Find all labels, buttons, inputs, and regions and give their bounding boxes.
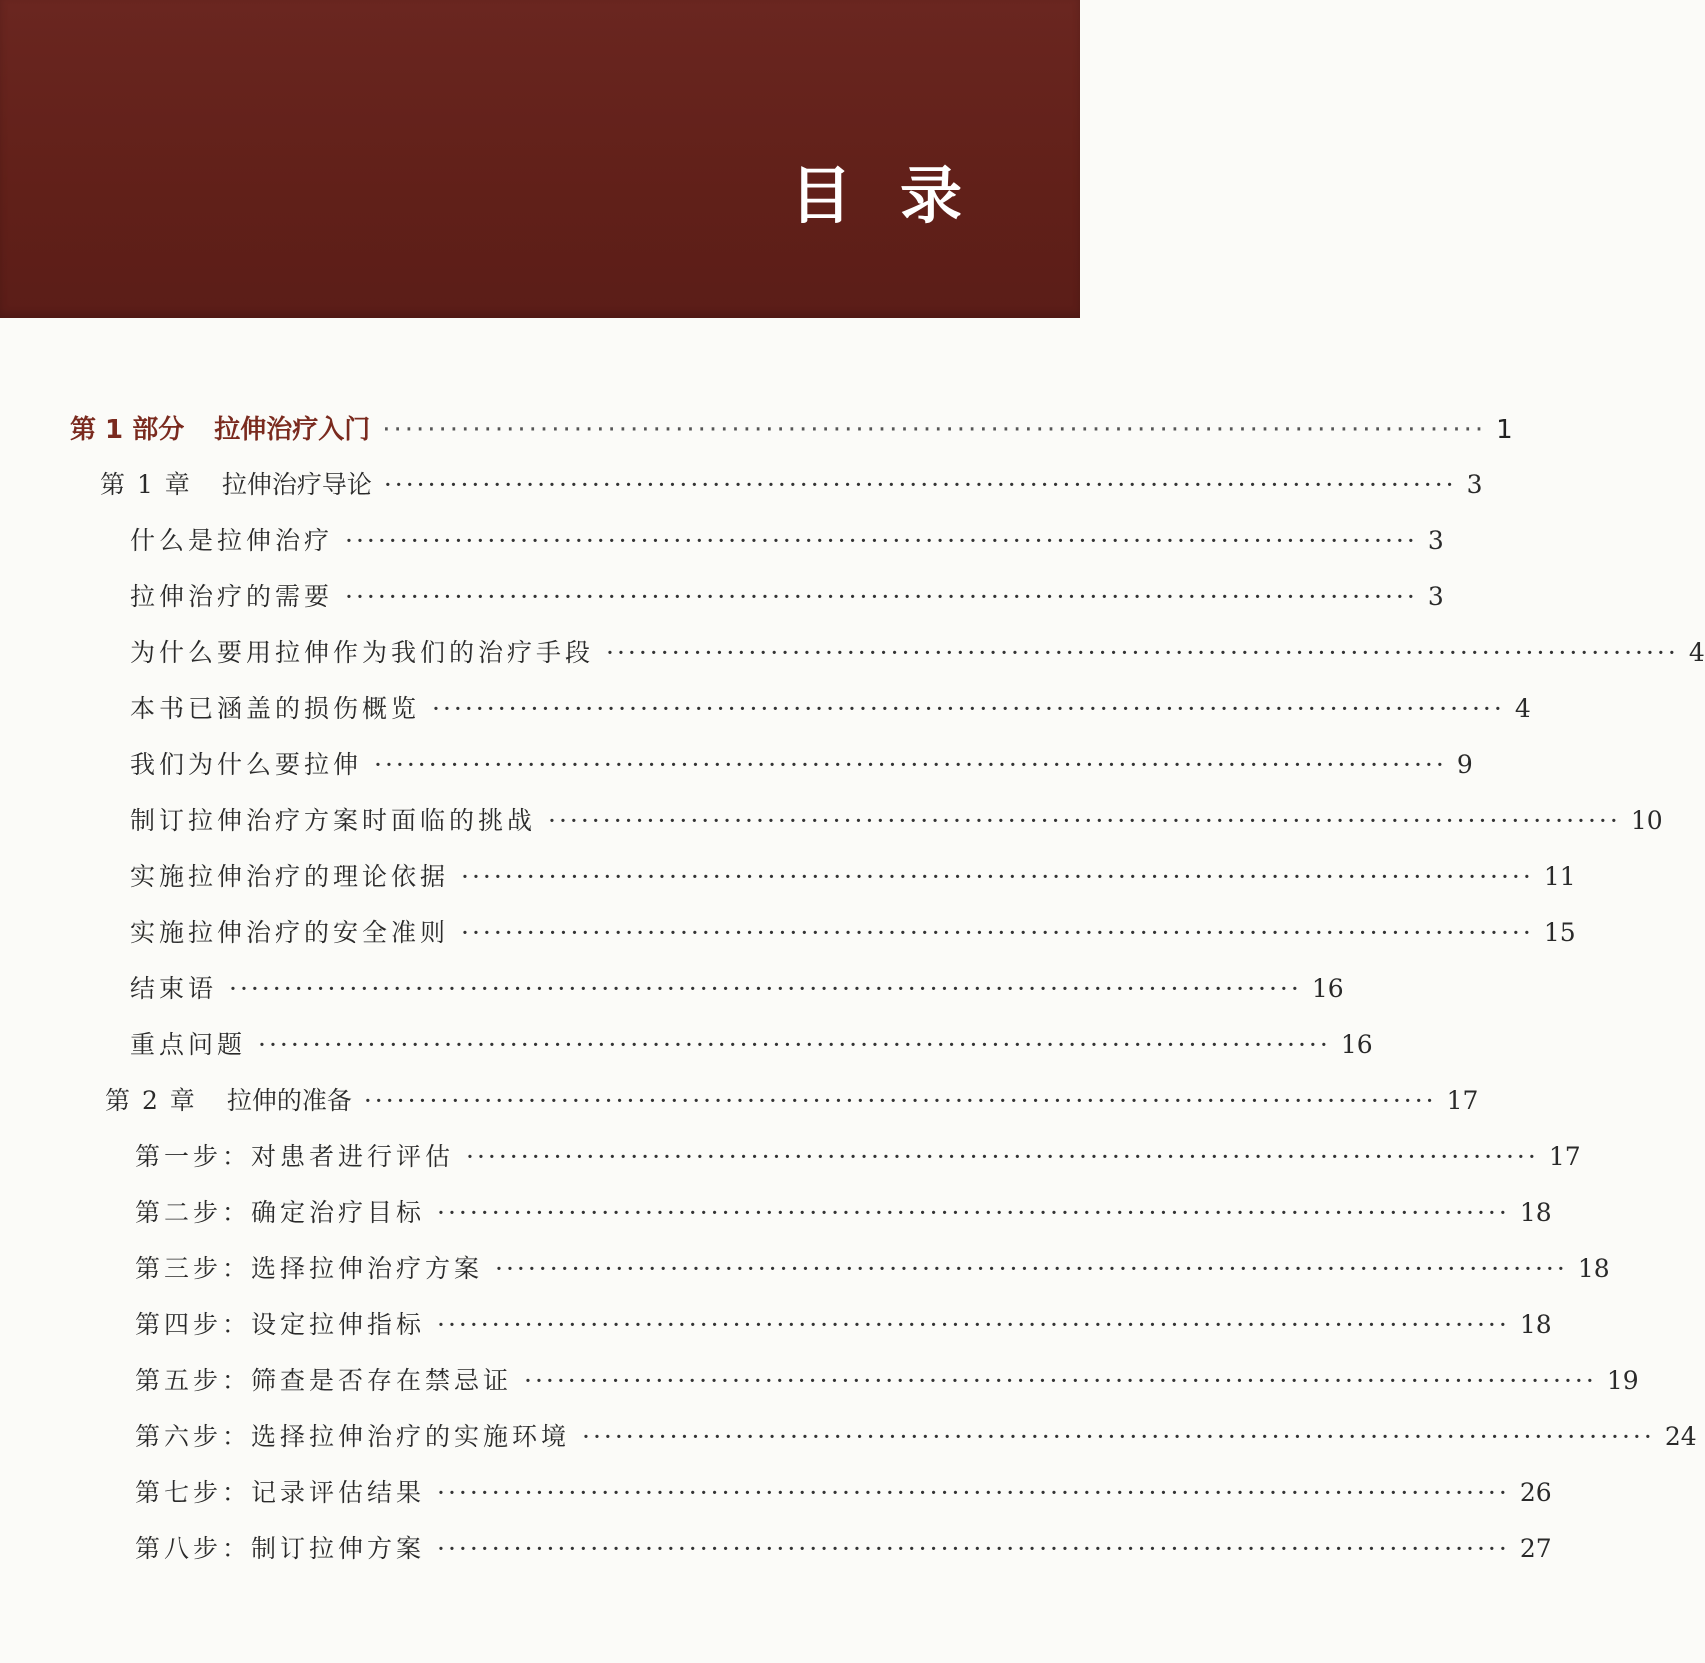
toc-section-title: 重点问题 bbox=[130, 1030, 247, 1059]
dot-leader: ·································································································· bbox=[437, 1534, 1510, 1563]
toc-section-row[interactable] bbox=[130, 913, 1576, 953]
toc-chapter-number: 第 1 章 bbox=[100, 470, 192, 499]
dot-leader: ·································································································· bbox=[432, 694, 1505, 723]
toc-chapter-row[interactable] bbox=[100, 465, 1483, 505]
toc-page-number: 17 bbox=[1548, 1142, 1581, 1171]
toc-section-row[interactable] bbox=[135, 1305, 1552, 1345]
toc-page-number: 3 bbox=[1427, 526, 1444, 555]
toc-page-number: 27 bbox=[1519, 1534, 1552, 1563]
toc-chapter-row[interactable] bbox=[105, 1081, 1479, 1121]
toc-section-title: 本书已涵盖的损伤概览 bbox=[130, 694, 421, 723]
toc-section-row[interactable] bbox=[135, 1529, 1552, 1569]
toc-section-row[interactable] bbox=[130, 745, 1473, 785]
toc-section-title: 第二步：确定治疗目标 bbox=[135, 1198, 426, 1227]
toc-section-row[interactable] bbox=[135, 1193, 1552, 1233]
toc-page-number: 11 bbox=[1543, 862, 1576, 891]
toc-page-number: 9 bbox=[1456, 750, 1473, 779]
toc-section-title: 第七步：记录评估结果 bbox=[135, 1478, 426, 1507]
dot-leader: ·································································································· bbox=[345, 526, 1418, 555]
header-band bbox=[0, 0, 1080, 318]
toc-page-number: 15 bbox=[1543, 918, 1576, 947]
toc-section-title: 为什么要用拉伸作为我们的治疗手段 bbox=[130, 638, 595, 667]
dot-leader: ·································································································· bbox=[466, 1142, 1539, 1171]
page-title: 目录 bbox=[789, 159, 1010, 232]
dot-leader: ·································································································· bbox=[461, 918, 1534, 947]
dot-leader: ·································································································· bbox=[374, 750, 1447, 779]
toc-page-number: 3 bbox=[1466, 470, 1483, 499]
toc-section-row[interactable] bbox=[135, 1249, 1610, 1289]
toc-page-number: 18 bbox=[1577, 1254, 1610, 1283]
toc-part-number: 第 1 部分 bbox=[70, 415, 185, 445]
toc-page-number: 16 bbox=[1340, 1030, 1373, 1059]
dot-leader: ·································································································· bbox=[437, 1310, 1510, 1339]
dot-leader: ·································································································· bbox=[582, 1422, 1655, 1451]
toc-page-number: 10 bbox=[1630, 806, 1663, 835]
toc-section-title: 实施拉伸治疗的安全准则 bbox=[130, 918, 450, 947]
dot-leader: ·································································································· bbox=[437, 1478, 1510, 1507]
toc-part-row[interactable] bbox=[70, 410, 1513, 450]
dot-leader: ·································································································· bbox=[363, 1086, 1437, 1115]
toc-section-title: 第八步：制订拉伸方案 bbox=[135, 1534, 426, 1563]
toc-section-row[interactable] bbox=[135, 1137, 1581, 1177]
toc-page-number: 1 bbox=[1496, 415, 1513, 445]
dot-leader: ·································································································· bbox=[229, 974, 1302, 1003]
dot-leader: ·································································································· bbox=[437, 1198, 1510, 1227]
toc-section-row[interactable] bbox=[130, 521, 1444, 561]
toc-section-row[interactable] bbox=[130, 801, 1663, 841]
toc-page-number: 18 bbox=[1519, 1198, 1552, 1227]
toc-chapter-number: 第 2 章 bbox=[105, 1086, 197, 1115]
toc-section-title: 实施拉伸治疗的理论依据 bbox=[130, 862, 450, 891]
dot-leader: ·································································································· bbox=[258, 1030, 1331, 1059]
dot-leader: ·································································································· bbox=[495, 1254, 1568, 1283]
toc-page-number: 16 bbox=[1311, 974, 1344, 1003]
toc-section-title: 结束语 bbox=[130, 974, 218, 1003]
toc-page-number: 24 bbox=[1664, 1422, 1697, 1451]
toc-section-title: 第六步：选择拉伸治疗的实施环境 bbox=[135, 1422, 571, 1451]
toc-section-row[interactable] bbox=[130, 857, 1576, 897]
toc-section-title: 第四步：设定拉伸指标 bbox=[135, 1310, 426, 1339]
toc-section-title: 第五步：筛查是否存在禁忌证 bbox=[135, 1366, 513, 1395]
toc-page-number: 4 bbox=[1514, 694, 1531, 723]
toc-page-number: 19 bbox=[1606, 1366, 1639, 1395]
dot-leader: ·································································································· bbox=[606, 638, 1679, 667]
toc-section-title: 什么是拉伸治疗 bbox=[130, 526, 334, 555]
toc-section-row[interactable] bbox=[130, 633, 1705, 673]
dot-leader: ·································································································· bbox=[345, 582, 1418, 611]
toc-page-number: 26 bbox=[1519, 1478, 1552, 1507]
toc-part-title: 拉伸治疗入门 bbox=[214, 415, 371, 445]
dot-leader: ·································································································· bbox=[524, 1366, 1597, 1395]
toc-section-row[interactable] bbox=[135, 1417, 1697, 1457]
dot-leader: ·································································································· bbox=[461, 862, 1534, 891]
dot-leader: ·································································································· bbox=[383, 470, 1457, 499]
toc-chapter-title: 拉伸治疗导论 bbox=[221, 470, 372, 499]
toc-section-row[interactable] bbox=[130, 689, 1531, 729]
toc-section-row[interactable] bbox=[135, 1473, 1552, 1513]
dot-leader: ·································································································· bbox=[548, 806, 1621, 835]
dot-leader: ·································································································· bbox=[382, 415, 1487, 445]
toc-page-number: 3 bbox=[1427, 582, 1444, 611]
toc-page-number: 17 bbox=[1446, 1086, 1479, 1115]
toc-section-title: 我们为什么要拉伸 bbox=[130, 750, 363, 779]
toc-section-title: 第一步：对患者进行评估 bbox=[135, 1142, 455, 1171]
toc-section-title: 第三步：选择拉伸治疗方案 bbox=[135, 1254, 484, 1283]
toc-section-row[interactable] bbox=[130, 969, 1344, 1009]
toc-section-row[interactable] bbox=[130, 577, 1444, 617]
toc-page-number: 18 bbox=[1519, 1310, 1552, 1339]
toc-section-row[interactable] bbox=[135, 1361, 1639, 1401]
toc-chapter-title: 拉伸的准备 bbox=[226, 1086, 352, 1115]
toc-page-number: 4 bbox=[1688, 638, 1705, 667]
toc-section-title: 拉伸治疗的需要 bbox=[130, 582, 334, 611]
toc-section-title: 制订拉伸治疗方案时面临的挑战 bbox=[130, 806, 537, 835]
toc-section-row[interactable] bbox=[130, 1025, 1373, 1065]
